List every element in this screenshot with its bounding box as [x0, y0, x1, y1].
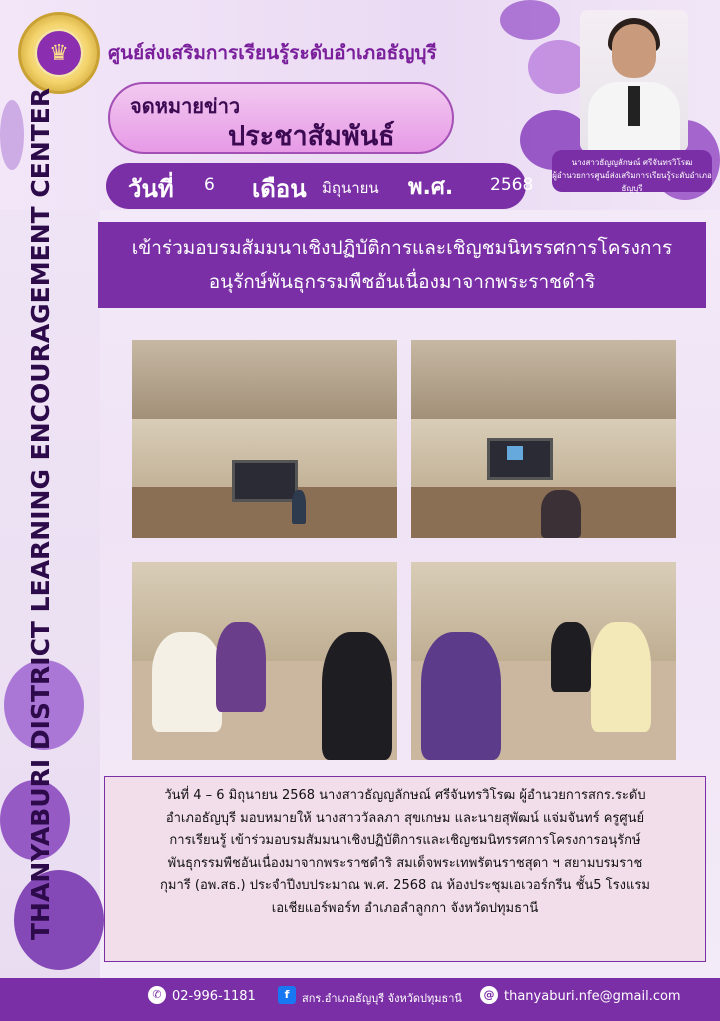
day-label: วันที่	[128, 175, 174, 203]
body-line: การเรียนรู้ เข้าร่วมอบรมสัมมนาเชิงปฏิบัติการและเชิญชมนิทรรศการโครงการอนุรักษ์	[169, 833, 641, 848]
footer-phone[interactable]: 02-996-1181	[172, 989, 256, 1004]
phone-icon: ✆	[148, 986, 166, 1004]
director-caption	[552, 150, 712, 192]
footer-facebook[interactable]: สกร.อำเภอธัญบุรี จังหวัดปทุมธานี	[302, 992, 462, 1005]
body-line: วันที่ 4 – 6 มิถุนายน 2568 นางสาวธัญญลักษณ์ ศรีจันทรวิโรฒ ผู้อำนวยการสกร.ระดับ	[164, 788, 646, 803]
body-text	[104, 776, 706, 962]
photo-seminar-hall-2	[411, 340, 676, 538]
footer-bar	[0, 978, 720, 1021]
photo-seminar-hall-1	[132, 340, 397, 538]
year-label: พ.ศ.	[408, 175, 454, 200]
orchid-flower-decoration	[500, 0, 560, 40]
newsletter-title-line2: ประชาสัมพันธ์	[228, 121, 395, 152]
vertical-center-name: THANYABURI DISTRICT LEARNING ENCOURAGEMENT CENTER	[26, 87, 55, 940]
director-portrait	[580, 10, 688, 152]
director-title: ผู้อำนวยการศูนย์ส่งเสริมการเรียนรู้ระดับอำเภอธัญบุรี	[552, 171, 712, 193]
crown-icon: ♛	[49, 41, 69, 66]
headline-line2: อนุรักษ์พันธุกรรมพืชอันเนื่องมาจากพระราชดำริ	[208, 271, 596, 293]
facebook-icon: f	[278, 986, 296, 1004]
center-logo	[18, 12, 100, 94]
logo-emblem	[35, 29, 83, 77]
photo-participants-2	[411, 562, 676, 760]
year-value: 2568	[490, 175, 534, 195]
photo-grid	[132, 340, 676, 760]
newsletter-title	[108, 82, 454, 154]
headline-line1: เข้าร่วมอบรมสัมมนาเชิงปฏิบัติการและเชิญชมนิทรรศการโครงการ	[131, 237, 673, 259]
at-sign-icon: @	[480, 986, 498, 1004]
headline-box	[98, 222, 706, 308]
day-value: 6	[204, 175, 215, 195]
footer-email[interactable]: thanyaburi.nfe@gmail.com	[504, 989, 681, 1004]
portrait-face	[612, 24, 656, 78]
orchid-flower-decoration	[0, 100, 24, 170]
body-line: อำเภอธัญบุรี มอบหมายให้ นางสาววัลลภา สุขเกษม และนายสุพัฒน์ แจ่มจันทร์ ครูศูนย์	[165, 810, 645, 826]
month-value: มิถุนายน	[322, 179, 379, 197]
body-line: พันธุกรรมพืชอันเนื่องมาจากพระราชดำริ สมเด็จพระเทพรัตนราชสุดา ฯ สยามบรมราช	[167, 855, 643, 871]
newsletter-title-line1: จดหมายข่าว	[130, 94, 241, 118]
month-label: เดือน	[252, 175, 307, 203]
photo-participants-1	[132, 562, 397, 760]
date-banner	[106, 163, 534, 209]
body-line: กุมารี (อพ.สธ.) ประจำปีงบประมาณ พ.ศ. 2568 ณ ห้องประชุมเอเวอร์กรีน ชั้น5 โรงแรม	[160, 878, 650, 893]
portrait-tie	[628, 86, 640, 126]
center-name: ศูนย์ส่งเสริมการเรียนรู้ระดับอำเภอธัญบุรี	[108, 42, 437, 64]
director-name: นางสาวธัญญลักษณ์ ศรีจันทรวิโรฒ	[571, 158, 693, 167]
body-line: เอเชียแอร์พอร์ท อำเภอลำลูกกา จังหวัดปทุมธานี	[271, 900, 539, 916]
